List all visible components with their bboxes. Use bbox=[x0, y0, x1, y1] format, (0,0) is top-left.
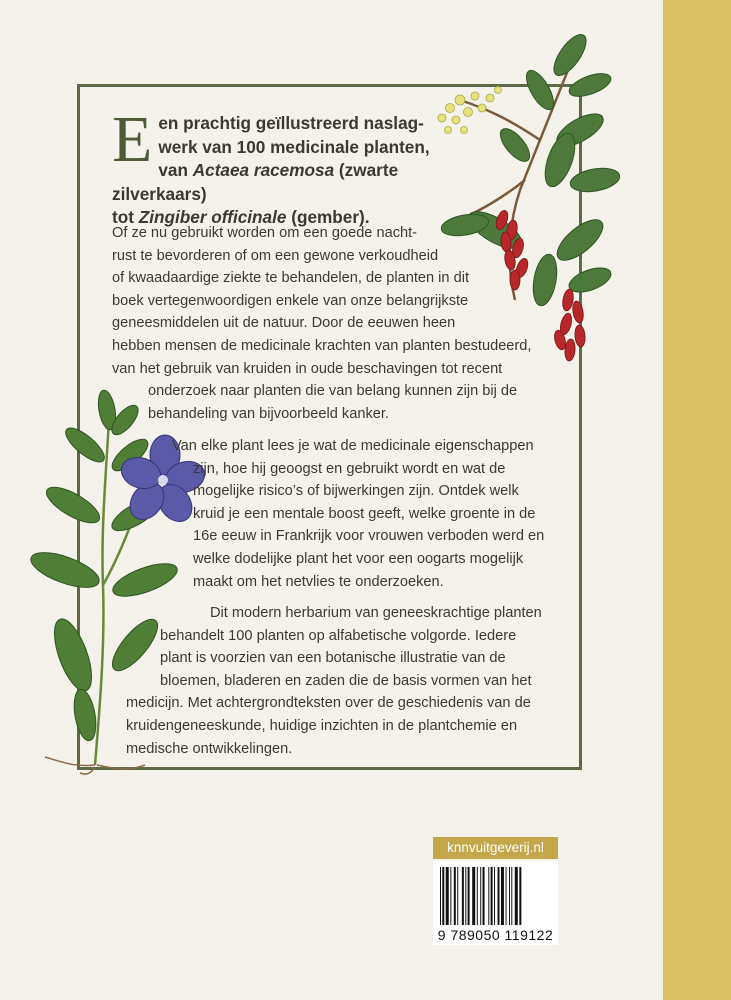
paragraph-1 bbox=[0, 222, 531, 425]
barcode-bar bbox=[519, 867, 521, 925]
intro-line: van Actaea racemosa (zwarte zilverkaars) bbox=[112, 160, 399, 204]
latin-name: Zingiber officinale bbox=[138, 207, 287, 227]
text-line: hebben mensen de medicinale krachten van planten bestudeerd, bbox=[112, 337, 532, 354]
text-line: behandeling van bijvoorbeeld kanker. bbox=[148, 405, 389, 422]
text-line: boek vertegenwoordigen enkele van onze belangrijkste bbox=[112, 292, 469, 309]
barcode-bar bbox=[450, 867, 451, 925]
barcode-bar bbox=[465, 867, 466, 925]
text-line: behandelt 100 planten op alfabetische volgorde. Iedere bbox=[160, 627, 517, 644]
intro-line: en prachtig geïllustreerd naslag- bbox=[158, 113, 424, 133]
barcode-bar bbox=[457, 867, 458, 925]
barcode-bar bbox=[501, 867, 504, 925]
text-line: onderzoek naar planten die van belang kunnen zijn bij de bbox=[148, 383, 518, 400]
text-line: bloemen, bladeren en zaden die de basis vormen van het bbox=[160, 672, 532, 689]
barcode-bar bbox=[494, 867, 495, 925]
text-line: of kwaadaardige ziekte te behandelen, de planten in dit bbox=[112, 270, 469, 287]
barcode-bar bbox=[491, 867, 493, 925]
barcode-bar bbox=[506, 867, 507, 925]
barcode-bar bbox=[454, 867, 456, 925]
text-line: Van elke plant lees je wat de medicinale eigenschappen bbox=[172, 438, 534, 454]
text-line: medische ontwikkelingen. bbox=[126, 740, 293, 757]
barcode-bar bbox=[462, 867, 464, 925]
barcode-bars bbox=[440, 867, 551, 927]
text-line: zijn, hoe hij geoogst en gebruikt wordt en wat de bbox=[193, 460, 506, 477]
barcode-bar bbox=[446, 867, 449, 925]
barcode-bar bbox=[472, 867, 475, 925]
barcode-bar bbox=[488, 867, 489, 925]
text-line: Dit modern herbarium van geneeskrachtige planten bbox=[210, 605, 542, 621]
barcode-bar bbox=[498, 867, 500, 925]
text-line: medicijn. Met achtergrondteksten over de geschiedenis van de bbox=[126, 695, 531, 712]
barcode-bar bbox=[511, 867, 512, 925]
barcode-bar bbox=[509, 867, 510, 925]
text-line: plant is voorzien van een botanische illustratie van de bbox=[160, 650, 506, 667]
text-line: 16e eeuw in Frankrijk voor vrouwen verboden werd en bbox=[193, 528, 545, 545]
intro-text bbox=[112, 103, 482, 230]
barcode-bar bbox=[468, 867, 470, 925]
barcode-bar bbox=[477, 867, 478, 925]
paragraph-3 bbox=[0, 602, 542, 760]
publisher-url: knnvuitgeverij.nl bbox=[433, 837, 558, 859]
text-line: van het gebruik van kruiden in oude beschavingen tot recent bbox=[112, 360, 503, 377]
barcode-bar bbox=[480, 867, 481, 925]
barcode-bar bbox=[442, 867, 444, 925]
text-line: maakt om het netvlies te onderzoeken. bbox=[193, 573, 444, 590]
book-spine bbox=[663, 0, 731, 1000]
barcode bbox=[433, 861, 558, 945]
isbn-number: 9 789050 119122 bbox=[437, 927, 554, 943]
text-line: geneesmiddelen uit de natuur. Door de eeuwen heen bbox=[112, 315, 456, 332]
dropcap: E bbox=[112, 103, 153, 176]
barcode-bar bbox=[515, 867, 518, 925]
intro-line: werk van 100 medicinale planten, bbox=[158, 136, 430, 157]
text-line: kruid je een mentale boost geeft, welke groente in de bbox=[193, 505, 536, 522]
text-line: rust te bevorderen of om een gewone verkoudheid bbox=[112, 247, 439, 264]
barcode-bar bbox=[440, 867, 441, 925]
text-line: mogelijke risico’s of bijwerkingen zijn. Ontdek welk bbox=[193, 483, 519, 500]
intro-line: tot Zingiber officinale (gember). bbox=[112, 207, 370, 227]
barcode-bar bbox=[483, 867, 485, 925]
latin-name: Actaea racemosa bbox=[192, 160, 335, 180]
text-line: Of ze nu gebruikt worden om een goede nacht- bbox=[112, 225, 418, 241]
paragraph-2 bbox=[0, 435, 544, 593]
text-line: welke dodelijke plant het voor een oogarts mogelijk bbox=[193, 550, 524, 567]
text-line: kruidengeneeskunde, huidige inzichten in de plantchemie en bbox=[126, 717, 518, 734]
